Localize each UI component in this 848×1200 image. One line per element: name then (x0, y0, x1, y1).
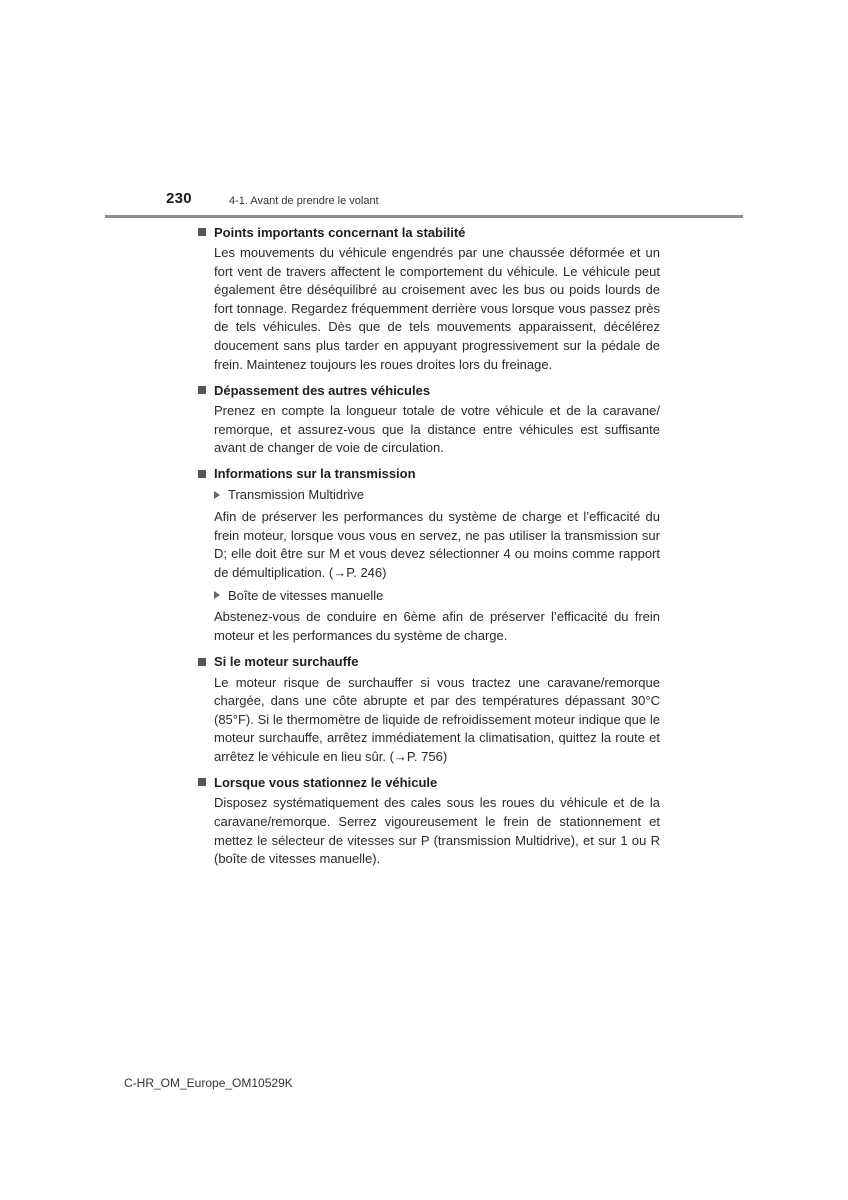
heading-text: Dépassement des autres véhicules (214, 382, 431, 398)
heading-text: Points importants concernant la stabilité (214, 224, 466, 240)
section-title: 4-1. Avant de prendre le volant (229, 195, 379, 207)
section-transmission (198, 465, 660, 646)
paragraph: Abstenez-vous de conduire en 6ème afin de préserver l’efficacité du frein moteur et les performances du système de charge. (214, 609, 660, 643)
section-heading (198, 773, 660, 791)
paragraph: Disposez systématiquement des cales sous les roues du véhicule et de la caravane/remorque. Serrez vigoureusement le frein de stationnement et mettez le sélecteur de vitesses sur P (transmission Multidrive), et sur 1 ou R (boîte de vitesses manuelle). (214, 795, 660, 867)
paragraph: Les mouvements du véhicule engendrés par une chaussée déformée et un fort vent de travers affectent le comportement du véhicule. Le véhicule peut également être déséquilibré au croisement avec les bus ou poids lourds de fort tonnage. Regardez fréquemment derrière vous lorsque vous passez près de tels véhicules. Dès que de tels mouvements apparaissent, décélérez doucement sans plus tarder en appuyant progressivement sur la pédale de frein. Maintenez toujours les roues droites lors du freinage. (214, 245, 660, 372)
subheading-multidrive (214, 486, 660, 504)
paragraph: Le moteur risque de surchauffer si vous tractez une caravane/remorque chargée, dans une côte abrupte et par des températures dépassant 30°C (85°F). Si le thermomètre de liquide de refroidissement moteur indique que le moteur surchauffe, arrêtez immédiatement la climatisation, quittez la route et arrêtez le véhicule en lieu sûr. (→P. 756) (214, 674, 660, 764)
footer-doc-code: C-HR_OM_Europe_OM10529K (124, 1076, 293, 1090)
heading-text: Lorsque vous stationnez le véhicule (214, 774, 438, 790)
section-stability (198, 223, 660, 374)
paragraph: Afin de préserver les performances du système de charge et l’efficacité du frein moteur, lorsque vous vous en servez, ne pas utiliser la transmission sur D; elle doit être sur M et vous devez sélectionner 4 ou moins comme rapport de démultiplication. (→P. 246) (214, 508, 660, 580)
square-bullet-icon (198, 470, 206, 478)
heading-text: Informations sur la transmission (214, 466, 416, 482)
page-number: 230 (166, 190, 192, 207)
subheading-text: Transmission Multidrive (228, 487, 365, 503)
triangle-bullet-icon (214, 591, 220, 599)
subheading-text: Boîte de vitesses manuelle (228, 587, 384, 603)
section-overtaking (198, 381, 660, 458)
page-content (198, 223, 660, 876)
heading-text: Si le moteur surchauffe (214, 654, 359, 669)
section-heading (198, 223, 660, 241)
section-heading (198, 653, 660, 671)
paragraph: Prenez en compte la longueur totale de votre véhicule et de la caravane/ remorque, et assurez-vous que la distance entre véhicules est suffisante avant de changer de voie de circulation. (214, 403, 660, 456)
section-overheat (198, 653, 660, 767)
subheading-manual (214, 586, 660, 604)
section-parking (198, 773, 660, 868)
triangle-bullet-icon (214, 491, 220, 499)
section-heading (198, 381, 660, 399)
header-divider (105, 215, 743, 218)
square-bullet-icon (198, 386, 206, 394)
square-bullet-icon (198, 228, 206, 236)
square-bullet-icon (198, 778, 206, 786)
square-bullet-icon (198, 658, 206, 666)
section-heading (198, 465, 660, 483)
